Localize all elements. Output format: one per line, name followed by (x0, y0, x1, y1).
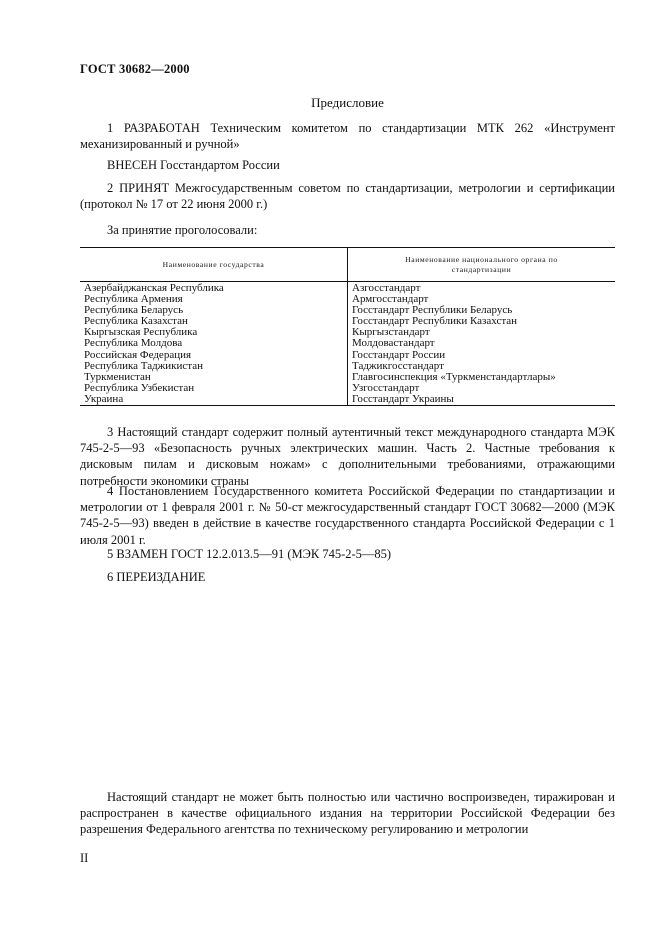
table-state-cell: Азербайджанская Республика (84, 282, 224, 294)
paragraph-enacted: 4 Постановлением Государственного комитета Российской Федерации по стандартизации и метрологии от 1 февраля 2001 г. № 50-ст межгосударственный стандарт ГОСТ 30682—2000 (МЭК 745-2-5—93) введен в действие в качестве государственного стандарта Российской Федерации с 1 июля 2001 г. (80, 484, 615, 547)
table-org-cell: Госстандарт Республики Казахстан (352, 315, 518, 328)
copyright-note: Настоящий стандарт не может быть полностью или частично воспроизведен, тиражирован и распространен в качестве официального издания на территории Российской Федерации без разрешения Федерального агентства по техническому регулированию и метрологии (80, 790, 615, 837)
table-header-org-text: Наименование национального органа по стандартизации (405, 254, 558, 274)
table-org-cell: Госстандарт Украины (352, 392, 454, 405)
table-org-cell: Таджикгосстандарт (352, 359, 444, 372)
table-state-cell: Республика Армения (84, 293, 183, 306)
table-state-cell: Республика Казахстан (84, 315, 188, 328)
table-org-cell: Молдовастандарт (352, 337, 435, 350)
table-org-cell: Госстандарт России (352, 348, 446, 361)
page-number: II (80, 851, 89, 865)
table-header-state: Наименование государства (162, 259, 265, 269)
table-state-cell: Республика Таджикистан (84, 359, 203, 372)
table-org-cell: Кыргызстандарт (352, 326, 430, 339)
table-org-cell: Госстандарт Республики Беларусь (352, 304, 513, 317)
paragraph-developed-by: 1 РАЗРАБОТАН Техническим комитетом по стандартизации МТК 262 «Инструмент механизированный и ручной» (80, 121, 615, 152)
page-title: Предисловие (311, 95, 384, 110)
table-org-cell: Азгосстандарт (352, 282, 421, 294)
table-state-cell: Республика Беларусь (84, 304, 184, 317)
table-org-cell: Главгосинспекция «Туркменстандартлары» (352, 370, 556, 383)
table-org-cell: Армгосстандарт (352, 293, 429, 306)
table-state-cell: Республика Молдова (84, 337, 183, 350)
paragraph-adopted-by: 2 ПРИНЯТ Межгосударственным советом по стандартизации, метрологии и сертификации (протокол № 17 от 22 июня 2000 г.) (80, 181, 615, 212)
document-code-header: ГОСТ 30682—2000 (80, 62, 190, 76)
table-state-cell: Российская Федерация (84, 348, 192, 361)
paragraph-authentic-text: 3 Настоящий стандарт содержит полный аутентичный текст международного стандарта МЭК 745-2-5—93 «Безопасность ручных электрических машин. Часть 2. Частные требования к дисковым пилам и дисковым ножам» с дополнительными требованиями, отражающими потребности экономики страны (80, 425, 615, 488)
table-state-cell: Туркменистан (84, 370, 151, 383)
paragraph-reissue: 6 ПЕРЕИЗДАНИЕ (107, 570, 206, 584)
table-state-cell: Украина (84, 392, 124, 405)
paragraph-voted-for: За принятие проголосовали: (107, 223, 258, 237)
table-org-cell: Узгосстандарт (352, 381, 420, 394)
paragraph-replaces: 5 ВЗАМЕН ГОСТ 12.2.013.5—91 (МЭК 745-2-5—85) (107, 547, 392, 561)
states-list (84, 283, 344, 405)
table-state-cell: Кыргызская Республика (84, 326, 198, 339)
table-state-cell: Республика Узбекистан (84, 381, 195, 394)
table-header-org (348, 248, 615, 281)
paragraph-introduced-by: ВНЕСЕН Госстандартом России (107, 158, 280, 172)
orgs-list (352, 283, 612, 405)
voting-states-table (80, 247, 615, 406)
